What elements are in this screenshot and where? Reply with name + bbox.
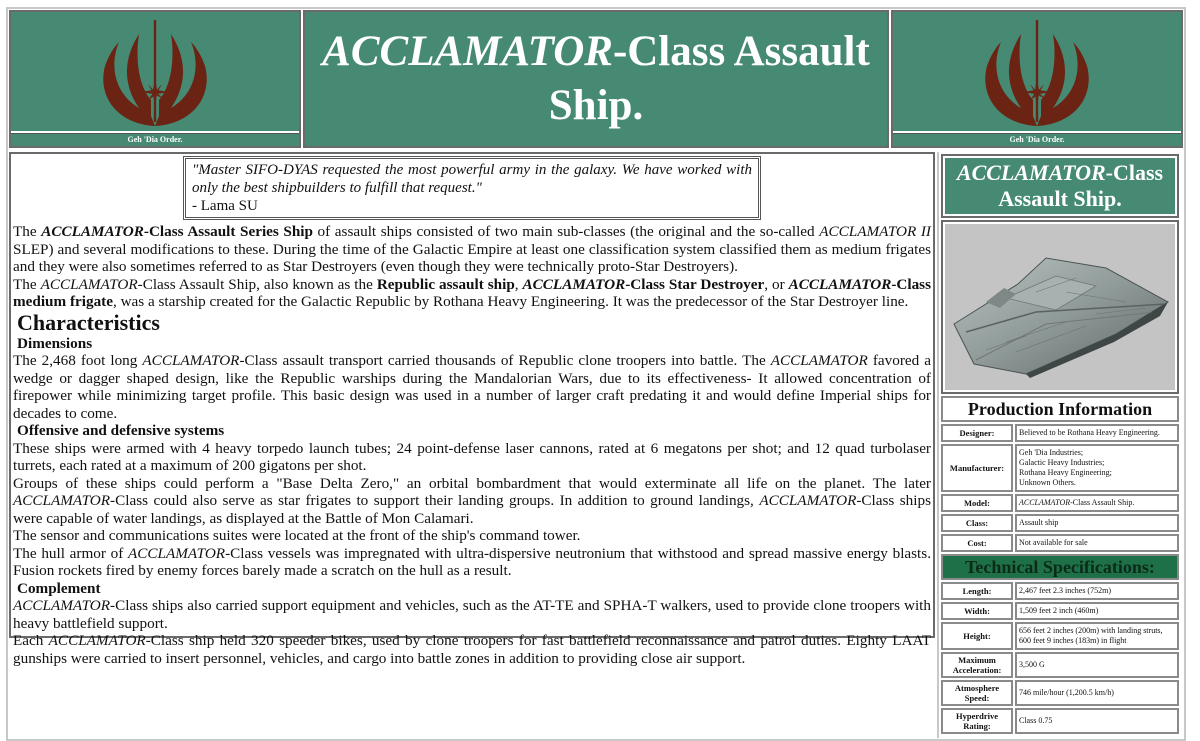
tech-specs-table <box>941 582 1179 734</box>
infobox-label: Designer: <box>941 424 1013 442</box>
article-paragraph: ACCLAMATOR-Class ships also carried support equipment and vehicles, such as the AT-TE and SPHA-T walkers, used to provide clone troopers with heavy battlefield support. <box>13 597 931 632</box>
body-row <box>8 151 1184 739</box>
article-paragraph: The 2,468 foot long ACCLAMATOR-Class assault transport carried thousands of Republic clone troopers into battle. The ACCLAMATOR favored a wedge or dagger shaped design, like the Republic warships during the Mandalorian Wars, due to its effectiveness- It allowed concentration of firepower while minimizing target profile. This basic design was used in a number of larger craft predating it and would define Imperial ships for decades to come. <box>13 352 931 422</box>
logo-caption-left: Geh 'Dia Order. <box>11 133 299 146</box>
infobox-row <box>941 708 1179 734</box>
quote-box <box>183 156 761 220</box>
infobox-value: 1,509 feet 2 inch (460m) <box>1015 602 1179 620</box>
article-paragraph: The sensor and communications suites were located at the front of the ship's command tower. <box>13 527 581 544</box>
header-row <box>8 9 1184 149</box>
tech-specs-heading: Technical Specifications: <box>941 554 1179 580</box>
infobox-value: 656 feet 2 inches (200m) with landing struts, 600 feet 9 inches (183m) in flight <box>1015 622 1179 650</box>
infobox <box>937 152 1181 738</box>
page-title-rest: -Class Assault Ship. <box>548 28 870 129</box>
intro-paragraph: The ACCLAMATOR-Class Assault Series Ship of assault ships consisted of two main sub-classes (the original and the so-called ACCLAMATOR II SLEP) and several modifications to these. During the time of the Galactic Empire at least one classification system classified them as medium frigates and they were also sometimes referred to as Star Destroyers (even though they were technically proto-Star Destroyers). <box>13 223 931 275</box>
infobox-row <box>941 680 1179 706</box>
logo-caption-right: Geh 'Dia Order. <box>893 133 1181 146</box>
infobox-title <box>943 156 1177 216</box>
section-heading-characteristics: Characteristics <box>17 309 160 335</box>
logo-cell-left <box>9 10 301 148</box>
infobox-value: Assault ship <box>1015 514 1179 532</box>
subsection-heading: Complement <box>17 579 101 597</box>
infobox-label: Width: <box>941 602 1013 620</box>
infobox-label: Atmosphere Speed: <box>941 680 1013 706</box>
infobox-row <box>941 652 1179 678</box>
page-title <box>303 10 889 148</box>
infobox-value: Not available for sale <box>1015 534 1179 552</box>
infobox-row <box>941 444 1179 492</box>
article-paragraph: The hull armor of ACCLAMATOR-Class vessels was impregnated with ultra-dispersive neutronium that withstood and spread massive energy blasts. Fusion rockets fired by enemy forces barely made a scratch on the hull as a result. <box>13 544 931 579</box>
article-paragraph: Each ACCLAMATOR-Class ship held 320 speeder bikes, used by clone troopers for fast battlefield reconnaissance and patrol duties. Eighty LAAT gunships were carried to insert personnel, vehicles, and cargo into battle zones in addition to providing close air support. <box>13 632 932 667</box>
page-title-italic: ACCLAMATOR <box>322 28 613 75</box>
infobox-label: Class: <box>941 514 1013 532</box>
infobox-row <box>941 424 1179 442</box>
infobox-value: Believed to be Rothana Heavy Engineering. <box>1015 424 1179 442</box>
characteristics-sections <box>13 335 931 668</box>
infobox-title-box <box>941 154 1179 218</box>
page-frame <box>6 7 1186 741</box>
article-body <box>9 152 935 667</box>
article-paragraph: Groups of these ships could perform a "Base Delta Zero," an orbital bombardment that would exterminate all life on the planet. The later ACCLAMATOR-Class could also serve as star frigates to support their landing groups. In addition to ground landings, ACCLAMATOR-Class ships were capable of water landings, as displayed at the Battle of Mon Calamari. <box>13 474 931 527</box>
starship-icon <box>946 232 1174 382</box>
infobox-value: ACCLAMATOR-Class Assault Ship. <box>1015 494 1179 512</box>
production-table <box>941 424 1179 552</box>
jedi-emblem-icon <box>893 12 1181 133</box>
quote-author: - Lama SU <box>192 198 258 214</box>
infobox-label: Model: <box>941 494 1013 512</box>
infobox-label: Manufacturer: <box>941 444 1013 492</box>
infobox-label: Height: <box>941 622 1013 650</box>
intro-paragraph: The ACCLAMATOR-Class Assault Ship, also known as the Republic assault ship, ACCLAMATOR-Class Star Destroyer, or ACCLAMATOR-Class medium frigate, was a starship created for the Galactic Republic by Rothana Heavy Engineering. It was the predecessor of the Star Destroyer line. <box>13 275 932 310</box>
production-heading: Production Information <box>941 396 1179 422</box>
infobox-value: 746 mile/hour (1,200.5 km/h) <box>1015 680 1179 706</box>
infobox-value: Class 0.75 <box>1015 708 1179 734</box>
infobox-value: Geh 'Dia Industries; Galactic Heavy Industries; Rothana Heavy Engineering; Unknown Others. <box>1015 444 1179 492</box>
ship-image <box>943 222 1177 392</box>
intro-section <box>13 223 931 311</box>
infobox-row <box>941 582 1179 600</box>
infobox-row <box>941 494 1179 512</box>
logo-cell-right <box>891 10 1183 148</box>
infobox-label: Cost: <box>941 534 1013 552</box>
quote-text: "Master SIFO-DYAS requested the most powerful army in the galaxy. We have worked with only the best shipbuilders to fulfill that request." <box>192 162 752 196</box>
subsection-heading: Offensive and defensive systems <box>17 422 225 439</box>
subsection-heading: Dimensions <box>17 334 93 352</box>
infobox-row <box>941 514 1179 532</box>
infobox-row <box>941 602 1179 620</box>
infobox-title-rest: -Class Assault Ship. <box>998 160 1164 211</box>
infobox-row <box>941 622 1179 650</box>
article-paragraph: These ships were armed with 4 heavy torpedo launch tubes; 24 point-defense laser cannons, rated at 6 megatons per shot; and 12 quad turbolaser turrets, each rated at a maximum of 200 gigatons per shot. <box>13 439 931 474</box>
jedi-emblem-icon <box>11 12 299 133</box>
infobox-label: Hyperdrive Rating: <box>941 708 1013 734</box>
infobox-row <box>941 534 1179 552</box>
infobox-image-box <box>941 220 1179 394</box>
infobox-value: 2,467 feet 2.3 inches (752m) <box>1015 582 1179 600</box>
infobox-label: Maximum Acceleration: <box>941 652 1013 678</box>
infobox-label: Length: <box>941 582 1013 600</box>
infobox-title-italic: ACCLAMATOR <box>956 160 1106 185</box>
infobox-value: 3,500 G <box>1015 652 1179 678</box>
